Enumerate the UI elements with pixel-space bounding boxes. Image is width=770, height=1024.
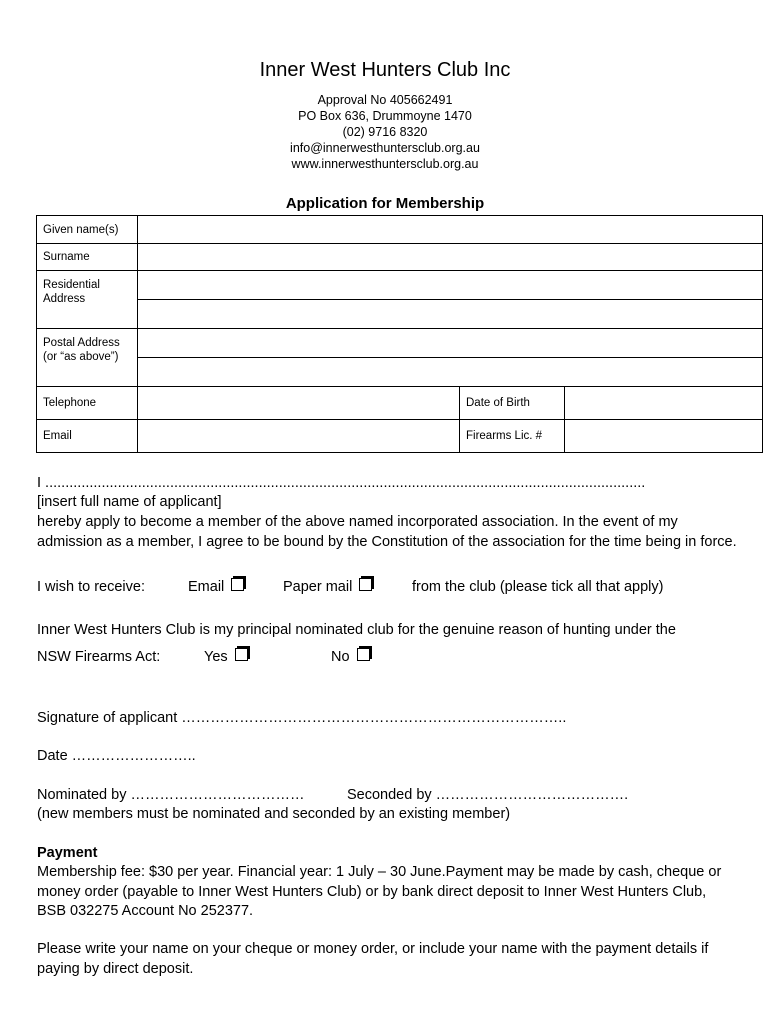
telephone-label: Telephone xyxy=(37,387,138,420)
nomination-note: (new members must be nominated and seconded by an existing member) xyxy=(37,806,511,822)
from-club-text: from the club (please tick all that apply) xyxy=(412,579,664,595)
principal-club-text: Inner West Hunters Club is my principal nominated club for the genuine reason of hunting under the xyxy=(37,622,676,638)
form-title: Application for Membership xyxy=(285,195,485,212)
firearms-lic-field[interactable] xyxy=(565,420,763,453)
email-checkbox[interactable] xyxy=(231,578,244,591)
paper-option xyxy=(283,578,372,598)
date-line[interactable]: Date …………………….. xyxy=(37,748,196,764)
website: www.innerwesthuntersclub.org.au xyxy=(291,157,479,171)
row-residential-2 xyxy=(37,300,763,329)
residential-label-line2: Address xyxy=(43,293,86,305)
residential-label-line1: Residential xyxy=(43,279,100,291)
payment-heading: Payment xyxy=(37,845,98,861)
yes-option-label: Yes xyxy=(204,649,228,665)
nsw-firearms-act-label: NSW Firearms Act: xyxy=(37,649,161,665)
postal-address-label xyxy=(37,329,138,387)
applicant-name-line: I ..................................................................................................................................................... xyxy=(37,475,646,491)
given-names-label: Given name(s) xyxy=(37,216,138,244)
payment-text: Membership fee: $30 per year. Financial year: 1 July – 30 June.Payment may be made by cash, cheque or money order (payable to Inner West Hunters Club) or by bank direct deposit to Inner West Hunters Club, BSB 032275 Account No 252377. xyxy=(37,864,722,919)
po-box: PO Box 636, Drummoyne 1470 xyxy=(298,109,472,123)
no-option xyxy=(331,648,370,668)
phone-number: (02) 9716 8320 xyxy=(342,125,428,139)
surname-field[interactable] xyxy=(138,244,763,271)
row-telephone xyxy=(37,387,763,420)
residential-address-label xyxy=(37,271,138,329)
postal-label-line1: Postal Address xyxy=(43,337,120,349)
email-label: Email xyxy=(37,420,138,453)
row-postal-1 xyxy=(37,329,763,358)
wish-label: I wish to receive: xyxy=(37,579,145,595)
dob-label: Date of Birth xyxy=(460,387,565,420)
residential-address-field-1[interactable] xyxy=(138,271,763,300)
payment-instructions: Please write your name on your cheque or money order, or include your name with the payment details if paying by direct deposit. xyxy=(37,941,709,977)
row-postal-2 xyxy=(37,358,763,387)
application-table xyxy=(36,215,763,453)
postal-address-field-1[interactable] xyxy=(138,329,763,358)
firearms-lic-label: Firearms Lic. # xyxy=(460,420,565,453)
paper-mail-checkbox[interactable] xyxy=(359,578,372,591)
row-residential-1 xyxy=(37,271,763,300)
postal-label-line2: (or “as above”) xyxy=(43,351,119,363)
telephone-field[interactable] xyxy=(138,387,460,420)
row-given-names xyxy=(37,216,763,244)
no-option-label: No xyxy=(331,649,350,665)
postal-address-field-2[interactable] xyxy=(138,358,763,387)
yes-checkbox[interactable] xyxy=(235,648,248,661)
paper-option-label: Paper mail xyxy=(283,579,353,595)
surname-label: Surname xyxy=(37,244,138,271)
seconded-by-line[interactable]: Seconded by …………………………………. xyxy=(347,787,629,803)
contact-email: info@innerwesthuntersclub.org.au xyxy=(290,141,480,155)
declaration-text: hereby apply to become a member of the above named incorporated association. In the event of my admission as a member, I agree to be bound by the Constitution of the association for the time being in force. xyxy=(37,514,737,550)
row-surname xyxy=(37,244,763,271)
email-field[interactable] xyxy=(138,420,460,453)
row-email xyxy=(37,420,763,453)
given-names-field[interactable] xyxy=(138,216,763,244)
insert-name-note: [insert full name of applicant] xyxy=(37,494,222,510)
email-option xyxy=(188,578,244,598)
yes-option xyxy=(204,648,248,668)
signature-line[interactable]: Signature of applicant …………………………………………………………………….. xyxy=(37,710,567,726)
club-name: Inner West Hunters Club Inc xyxy=(259,59,511,81)
approval-number: Approval No 405662491 xyxy=(317,93,453,107)
residential-address-field-2[interactable] xyxy=(138,300,763,329)
no-checkbox[interactable] xyxy=(357,648,370,661)
dob-field[interactable] xyxy=(565,387,763,420)
nominated-by-line[interactable]: Nominated by ……………………………… xyxy=(37,787,305,803)
email-option-label: Email xyxy=(188,579,225,595)
